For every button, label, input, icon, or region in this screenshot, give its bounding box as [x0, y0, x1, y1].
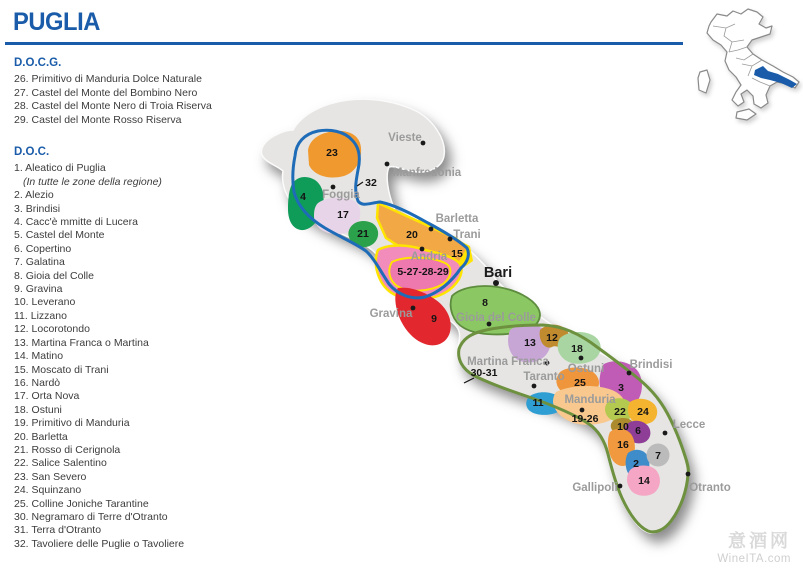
city-label-gioia-del-colle: Gioia del Colle	[456, 312, 536, 324]
city-dot-trani	[448, 237, 453, 242]
doc-list-item: 19. Primitivo di Manduria	[14, 417, 130, 430]
city-label-manfredonia: Manfredonia	[392, 167, 462, 179]
region-label-12: 12	[546, 332, 558, 344]
doc-list-item: 17. Orta Nova	[14, 390, 80, 403]
doc-list-item: 10. Leverano	[14, 296, 76, 309]
city-label-bari: Bari	[483, 265, 513, 281]
region-label-7: 7	[655, 450, 661, 462]
doc-list-item: 13. Martina Franca o Martina	[14, 336, 149, 349]
city-label-brindisi: Brindisi	[629, 359, 673, 371]
city-dot-gallipoli	[618, 484, 623, 489]
doc-list-item: 7. Galatina	[14, 256, 65, 269]
region-label-2: 2	[633, 458, 639, 470]
city-label-manduria: Manduria	[564, 394, 616, 406]
city-label-foggia: Foggia	[322, 189, 360, 201]
doc-list-item: 4. Cacc'è mmitte di Lucera	[14, 216, 138, 229]
doc-header: D.O.C.	[14, 146, 50, 158]
city-label-taranto: Taranto	[523, 371, 565, 383]
city-dot-manfredonia	[385, 162, 390, 167]
doc-list-item: 21. Rosso di Cerignola	[14, 443, 121, 456]
doc-list-item: 24. Squinzano	[14, 484, 82, 497]
docg-header: D.O.C.G.	[14, 57, 62, 69]
doc-list-item: 23. San Severo	[14, 470, 87, 483]
city-label-vieste: Vieste	[388, 132, 422, 144]
region-label-19-26: 19-26	[571, 413, 599, 425]
doc-list-item: 9. Gravina	[14, 283, 63, 296]
doc-list-item: 11. Lizzano	[14, 309, 67, 322]
city-dot-otranto	[686, 472, 691, 477]
city-dot-lecce	[663, 431, 668, 436]
doc-list-item: 5. Castel del Monte	[14, 229, 105, 242]
city-dot-taranto	[532, 384, 537, 389]
sardinia-outline	[698, 70, 710, 93]
doc-list-item: 2. Alezio	[14, 189, 54, 202]
doc-list-item: 3. Brindisi	[14, 202, 61, 215]
doc-list-item: 16. Nardò	[14, 376, 61, 389]
docg-list-item: 28. Castel del Monte Nero di Troia Riserva	[14, 100, 212, 113]
region-label-30-31: 30-31	[470, 367, 498, 379]
watermark-site: WineITA.com	[717, 553, 791, 565]
region-label-3: 3	[618, 382, 624, 394]
region-label-5-27-28-29: 5-27-28-29	[397, 266, 449, 278]
city-label-martina-franca: Martina Franca	[467, 356, 549, 368]
doc-list-item: 1. Aleatico di Puglia (In tutte le zone della regione)	[14, 162, 162, 188]
region-label-24: 24	[637, 406, 649, 418]
italy-outline	[707, 9, 799, 108]
doc-list-item: 30. Negramaro di Terre d'Otranto	[14, 510, 168, 523]
sicily-outline	[736, 109, 756, 120]
region-label-15: 15	[451, 248, 463, 260]
city-label-andria: Andria	[410, 251, 448, 263]
doc-list-item: 22. Salice Salentino	[14, 457, 107, 470]
docg-list-item: 27. Castel del Monte del Bombino Nero	[14, 86, 198, 99]
region-label-22: 22	[614, 406, 626, 418]
docg-list-item: 29. Castel del Monte Rosso Riserva	[14, 113, 182, 126]
city-dot-barletta	[429, 227, 434, 232]
watermark	[717, 527, 791, 565]
region-label-11: 11	[532, 397, 544, 409]
region-label-10: 10	[617, 421, 629, 433]
region-label-21: 21	[357, 228, 369, 240]
region-label-32: 32	[365, 177, 377, 189]
region-label-17: 17	[337, 209, 349, 221]
city-label-lecce: Lecce	[672, 419, 706, 431]
doc-list-item: 6. Copertino	[14, 242, 72, 255]
doc-list-item: 32. Tavoliere delle Puglie o Tavoliere	[14, 537, 185, 550]
region-label-6: 6	[635, 425, 641, 437]
city-label-gravina: Gravina	[369, 308, 413, 320]
region-label-9: 9	[431, 313, 437, 325]
city-label-otranto: Otranto	[689, 482, 731, 494]
page-title: PUGLIA	[13, 8, 100, 36]
city-label-ostuni: Ostuni	[567, 363, 605, 375]
region-label-23: 23	[326, 147, 338, 159]
region-label-4: 4	[300, 191, 306, 203]
region-label-18: 18	[571, 343, 583, 355]
city-dot-ostuni	[579, 356, 584, 361]
city-dot-brindisi	[627, 371, 632, 376]
doc-list-item: 15. Moscato di Trani	[14, 363, 109, 376]
doc-list-item: 20. Barletta	[14, 430, 68, 443]
region-label-13: 13	[524, 337, 536, 349]
italy-inset-map	[698, 9, 799, 120]
doc-list-item: 14. Matino	[14, 350, 64, 363]
region-label-14: 14	[638, 475, 650, 487]
doc-list-item: 31. Terra d'Otranto	[14, 524, 102, 537]
watermark-cjk: 意酒网	[728, 531, 791, 551]
docg-list-item: 26. Primitivo di Manduria Dolce Naturale	[14, 73, 202, 86]
city-dot-manduria	[580, 408, 585, 413]
doc-list-item: 25. Colline Joniche Tarantine	[14, 497, 149, 510]
city-label-trani: Trani	[453, 229, 481, 241]
doc-list-item: 12. Locorotondo	[14, 323, 90, 336]
doc-list-item: 18. Ostuni	[14, 403, 62, 416]
region-label-8: 8	[482, 297, 488, 309]
region-label-20: 20	[406, 229, 418, 241]
region-label-16: 16	[617, 439, 629, 451]
doc-list-item: 8. Gioia del Colle	[14, 269, 94, 282]
region-label-25: 25	[574, 377, 586, 389]
city-label-barletta: Barletta	[435, 213, 479, 225]
city-label-gallipoli: Gallipoli	[572, 482, 618, 494]
